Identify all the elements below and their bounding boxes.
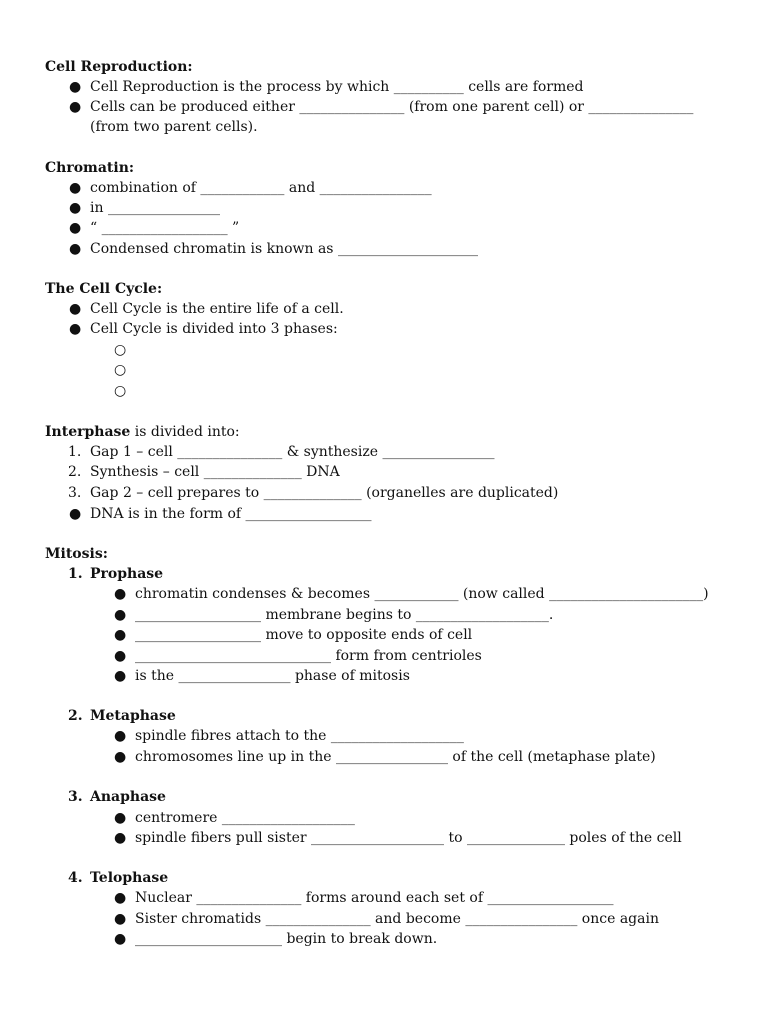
bullet-icon: ● <box>114 627 127 643</box>
list-number: 2. <box>68 708 83 724</box>
interphase-line-4: DNA is in the form of __________________ <box>90 506 372 522</box>
chromatin-line-3: “ __________________ ” <box>90 220 240 236</box>
bullet-icon: ● <box>114 586 127 602</box>
prophase-line-3: __________________ move to opposite ends of cell <box>135 627 473 643</box>
bullet-icon: ● <box>114 607 127 623</box>
prophase-line-1: chromatin condenses & becomes ____________ (now called ______________________) <box>135 586 709 602</box>
cell-cycle-line-1: Cell Cycle is the entire life of a cell. <box>90 301 344 317</box>
heading-metaphase: Metaphase <box>90 708 176 724</box>
metaphase-line-2: chromosomes line up in the ________________ of the cell (metaphase plate) <box>135 749 656 765</box>
bullet-icon: ● <box>69 321 82 337</box>
anaphase-line-1: centromere ___________________ <box>135 810 355 826</box>
heading-cell-reproduction: Cell Reproduction: <box>45 59 193 75</box>
bullet-icon: ● <box>114 931 127 947</box>
heading-interphase <box>45 422 240 442</box>
bullet-icon: ● <box>69 241 82 257</box>
hollow-bullet-icon: ○ <box>114 342 127 358</box>
heading-prophase: Prophase <box>90 566 164 582</box>
telophase-line-2: Sister chromatids _______________ and become ________________ once again <box>135 911 659 927</box>
hollow-bullet-icon: ○ <box>114 383 127 399</box>
chromatin-line-4: Condensed chromatin is known as ____________________ <box>90 241 478 257</box>
anaphase-line-2: spindle fibers pull sister ___________________ to ______________ poles of the cell <box>135 830 682 846</box>
bullet-icon: ● <box>114 668 127 684</box>
bullet-icon: ● <box>69 506 82 522</box>
bullet-icon: ● <box>114 648 127 664</box>
list-number: 1. <box>68 566 83 582</box>
list-number: 1. <box>68 444 82 460</box>
heading-mitosis: Mitosis: <box>45 546 108 562</box>
cell-reproduction-line-1: Cell Reproduction is the process by which __________ cells are formed <box>90 79 584 95</box>
heading-cell-cycle: The Cell Cycle: <box>45 281 163 297</box>
telophase-line-3: _____________________ begin to break down. <box>135 931 438 947</box>
prophase-line-4: ____________________________ form from centrioles <box>135 648 482 664</box>
list-number: 2. <box>68 464 82 480</box>
bullet-icon: ● <box>114 749 127 765</box>
heading-chromatin: Chromatin: <box>45 160 135 176</box>
cell-reproduction-line-2-cont: (from two parent cells). <box>90 119 258 135</box>
interphase-line-3: Gap 2 – cell prepares to ______________ (organelles are duplicated) <box>90 485 559 501</box>
bullet-icon: ● <box>114 830 127 846</box>
list-number: 4. <box>68 870 83 886</box>
list-number: 3. <box>68 789 83 805</box>
bullet-icon: ● <box>69 99 82 115</box>
prophase-line-5: is the ________________ phase of mitosis <box>135 668 410 684</box>
bullet-icon: ● <box>69 220 82 236</box>
bullet-icon: ● <box>69 301 82 317</box>
bullet-icon: ● <box>114 911 127 927</box>
prophase-line-2: __________________ membrane begins to ___________________. <box>135 607 554 623</box>
interphase-line-1: Gap 1 – cell _______________ & synthesize ________________ <box>90 444 495 460</box>
heading-anaphase: Anaphase <box>90 789 166 805</box>
chromatin-line-2: in ________________ <box>90 200 220 216</box>
bullet-icon: ● <box>69 180 82 196</box>
metaphase-line-1: spindle fibres attach to the ___________________ <box>135 728 464 744</box>
bullet-icon: ● <box>114 728 127 744</box>
interphase-line-2: Synthesis – cell ______________ DNA <box>90 464 340 480</box>
heading-telophase: Telophase <box>90 870 169 886</box>
hollow-bullet-icon: ○ <box>114 362 127 378</box>
bullet-icon: ● <box>69 200 82 216</box>
telophase-line-1: Nuclear _______________ forms around each set of __________________ <box>135 890 614 906</box>
interphase-heading-rest: is divided into: <box>130 424 240 440</box>
interphase-bold: Interphase <box>45 424 131 440</box>
bullet-icon: ● <box>114 890 127 906</box>
cell-cycle-line-2: Cell Cycle is divided into 3 phases: <box>90 321 338 337</box>
bullet-icon: ● <box>114 810 127 826</box>
list-number: 3. <box>68 485 82 501</box>
chromatin-line-1: combination of ____________ and ________________ <box>90 180 432 196</box>
cell-reproduction-line-2: Cells can be produced either _______________ (from one parent cell) or _______________ <box>90 99 694 115</box>
bullet-icon: ● <box>69 79 82 95</box>
